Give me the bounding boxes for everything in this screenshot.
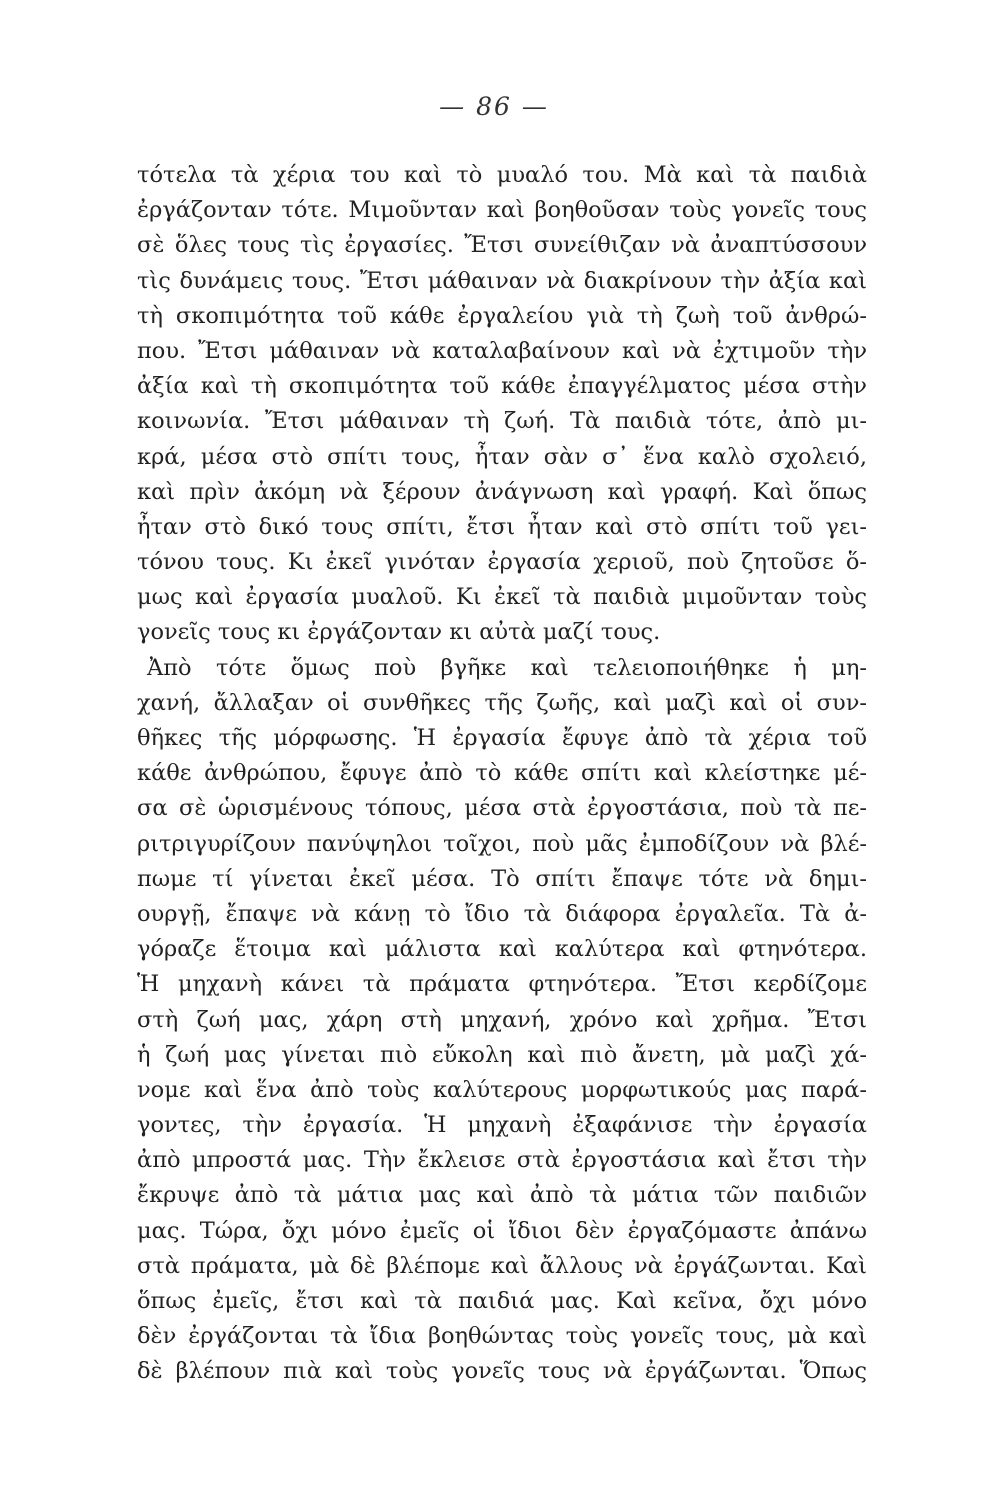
- text-line: κοινωνία. Ἔτσι μάθαιναν τὴ ζωή. Τὰ παιδιὰ τότε, ἀπὸ μι-: [137, 408, 867, 435]
- text-line: χανή, ἄλλαξαν οἱ συνθῆκες τῆς ζωῆς, καὶ μαζὶ καὶ οἱ συν-: [137, 689, 867, 716]
- text-line: τὴ σκοπιμότητα τοῦ κάθε ἐργαλείου γιὰ τὴ ζωὴ τοῦ ἀνθρώ-: [137, 302, 867, 329]
- text-line: γόραζε ἕτοιμα καὶ μάλιστα καὶ καλύτερα καὶ φτηνότερα.: [137, 936, 867, 963]
- text-line: ἦταν στὸ δικό τους σπίτι, ἔτσι ἦταν καὶ στὸ σπίτι τοῦ γει-: [137, 513, 867, 540]
- text-line: στὴ ζωή μας, χάρη στὴ μηχανή, χρόνο καὶ χρῆμα. Ἔτσι: [137, 1006, 867, 1033]
- text-line: γοντες, τὴν ἐργασία. Ἡ μηχανὴ ἐξαφάνισε τὴν ἐργασία: [137, 1112, 867, 1139]
- text-line: ὅπως ἐμεῖς, ἔτσι καὶ τὰ παιδιά μας. Καὶ κεῖνα, ὄχι μόνο: [137, 1288, 867, 1314]
- text-line: τόνου τους. Κι ἐκεῖ γινόταν ἐργασία χεριοῦ, ποὺ ζητοῦσε ὅ-: [137, 549, 867, 576]
- text-line: που. Ἔτσι μάθαιναν νὰ καταλαβαίνουν καὶ νὰ ἐχτιμοῦν τὴν: [137, 337, 867, 364]
- text-line: σα σὲ ὡρισμένους τόπους, μέσα στὰ ἐργοστάσια, ποὺ τὰ πε-: [137, 795, 867, 822]
- text-line: σὲ ὅλες τους τὶς ἐργασίες. Ἔτσι συνείθιζαν νὰ ἀναπτύσσουν: [137, 232, 867, 259]
- text-line: θῆκες τῆς μόρφωσης. Ἡ ἐργασία ἔφυγε ἀπὸ τὰ χέρια τοῦ: [137, 725, 867, 751]
- paragraph-start-line: Ἀπὸ τότε ὅμως ποὺ βγῆκε καὶ τελειοποιήθηκε ἡ μη-: [147, 654, 867, 681]
- text-line: μας. Τώρα, ὄχι μόνο ἐμεῖς οἱ ἴδιοι δὲν ἐργαζόμαστε ἀπάνω: [137, 1217, 867, 1244]
- text-line: Ἡ μηχανὴ κάνει τὰ πράματα φτηνότερα. Ἔτσι κερδίζομε: [137, 971, 867, 998]
- text-line: τότελα τὰ χέρια του καὶ τὸ μυαλό του. Μὰ καὶ τὰ παιδιὰ: [137, 162, 867, 188]
- text-line: ἀξία καὶ τὴ σκοπιμότητα τοῦ κάθε ἐπαγγέλματος μέσα στὴν: [137, 373, 867, 400]
- text-line: νομε καὶ ἕνα ἀπὸ τοὺς καλύτερους μορφωτικούς μας παρά-: [137, 1076, 867, 1103]
- text-line: τὶς δυνάμεις τους. Ἔτσι μάθαιναν νὰ διακρίνουν τὴν ἀξία καὶ: [137, 267, 867, 294]
- page-number: — 86 —: [439, 92, 549, 121]
- text-line: μως καὶ ἐργασία μυαλοῦ. Κι ἐκεῖ τὰ παιδιὰ μιμοῦνταν τοὺς: [137, 584, 867, 611]
- text-line: πωμε τί γίνεται ἐκεῖ μέσα. Τὸ σπίτι ἔπαψε τότε νὰ δημι-: [137, 865, 867, 892]
- text-line: ἡ ζωή μας γίνεται πιὸ εὔκολη καὶ πιὸ ἄνετη, μὰ μαζὶ χά-: [137, 1041, 867, 1068]
- text-line: ἔκρυψε ἀπὸ τὰ μάτια μας καὶ ἀπὸ τὰ μάτια τῶν παιδιῶν: [137, 1182, 867, 1209]
- text-line: δὲν ἐργάζονται τὰ ἴδια βοηθώντας τοὺς γονεῖς τους, μὰ καὶ: [137, 1323, 867, 1350]
- text-line: ουργῇ, ἔπαψε νὰ κάνῃ τὸ ἴδιο τὰ διάφορα ἐργαλεῖα. Τὰ ἀ-: [137, 900, 867, 927]
- text-line: δὲ βλέπουν πιὰ καὶ τοὺς γονεῖς τους νὰ ἐργάζωνται. Ὅπως: [137, 1358, 867, 1385]
- text-line: στὰ πράματα, μὰ δὲ βλέπομε καὶ ἄλλους νὰ ἐργάζωνται. Καὶ: [137, 1252, 867, 1279]
- text-line: κάθε ἀνθρώπου, ἔφυγε ἀπὸ τὸ κάθε σπίτι καὶ κλείστηκε μέ-: [137, 760, 867, 787]
- text-line: κρά, μέσα στὸ σπίτι τους, ἦταν σὰν σ᾽ ἕνα καλὸ σχολειό,: [137, 443, 867, 470]
- paragraph-end-line: γονεῖς τους κι ἐργάζονταν κι αὐτὰ μαζί τους.: [137, 619, 661, 646]
- text-line: ἐργάζονταν τότε. Μιμοῦνταν καὶ βοηθοῦσαν τοὺς γονεῖς τους: [137, 197, 867, 224]
- body-text: [137, 158, 867, 1390]
- text-line: ριτριγυρίζουν πανύψηλοι τοῖχοι, ποὺ μᾶς ἐμποδίζουν νὰ βλέ-: [137, 830, 867, 857]
- text-line: ἀπὸ μπροστά μας. Τὴν ἔκλεισε στὰ ἐργοστάσια καὶ ἔτσι τὴν: [137, 1147, 867, 1174]
- text-line: καὶ πρὶν ἀκόμη νὰ ξέρουν ἀνάγνωση καὶ γραφή. Καὶ ὅπως: [137, 478, 867, 505]
